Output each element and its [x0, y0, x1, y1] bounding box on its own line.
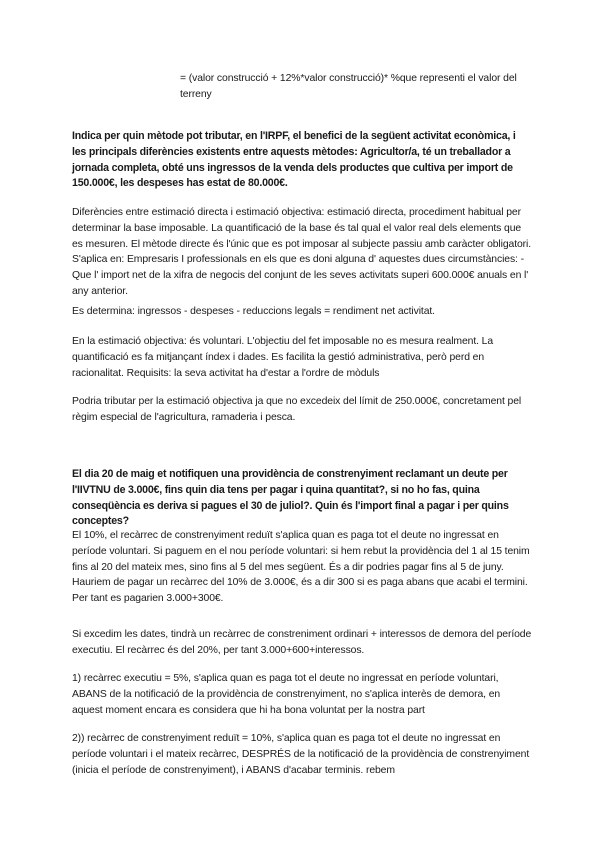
q2-paragraph-recarrec-10: El 10%, el recàrrec de constrenyiment reduït s'aplica quan es paga tot el deute no ingressat en període voluntari. Si paguem en el nou període voluntari: si hem rebut la providència del 1 al 15 tenim fins al 20 del mateix mes, sino fins al 5 del mes següent. És a dir podries pagar fins al 5 de juny. Hauriem de pagar un recàrrec del 10% de 3.000€, és a dir 300 si es paga abans que acabi el termini. Per tant es pagarien 3.000+300€.: [72, 530, 530, 605]
q1-paragraph-estimacio-directa: Diferències entre estimació directa i estimació objectiva: estimació directa, procediment habitual per determinar la base imposable. La quantificació de la base és tal qual el valor real dels elements que es mesuren. El mètode directe és l'únic que es pot imposar al subjecte passiu amb caràcter obligatori. S'aplica en: Empresaris I professionals en els que es doni alguna d' aquestes dues circumstàncies: -Que l' import net de la xifra de negocis del conjunt de les seves activitats superi 600.000€ anuals en l' any anterior.: [72, 207, 532, 297]
q2-item-recarrec-constrenyiment-reduit: 2)) recàrrec de constrenyiment reduït = 10%, s'aplica quan es paga tot el deute no ingressat en període voluntari i el mateix recàrrec, DESPRÉS de la notificació de la providència de constrenyiment (inicia el període de constrenyiment), i ABANS d'acabar terminis. rebem: [72, 733, 530, 776]
q1-paragraph-es-determina: Es determina: ingressos - despeses - reduccions legals = rendiment net activitat.: [72, 306, 435, 317]
q1-paragraph-estimacio-objectiva: En la estimació objectiva: és voluntari. L'objectiu del fet imposable no es mesura realment. La quantificació es fa mitjançant índex i dades. Es facilita la gestió administrativa, però perd en racionalitat. Requisits: la seva activitat ha d'estar a l'ordre de mòduls: [72, 336, 494, 379]
q2-paragraph-excedim-dates: Si excedim les dates, tindrà un recàrrec de constreniment ordinari + interessos de demora del període executiu. El recàrrec és del 20%, per tant 3.000+600+interessos.: [72, 629, 532, 656]
question-2-heading: El dia 20 de maig et notifiquen una providència de constrenyiment reclamant un deute per l'IIVTNU de 3.000€, fins quin dia tens per pagar i quina quantitat?, si no ho fas, quina conseqüència es deriva si pagues el 30 de juliol?. Quin és l'import final a pagar i per quins conceptes?: [72, 468, 509, 528]
q1-paragraph-conclusio: Podria tributar per la estimació objectiva ja que no excedeix del límit de 250.000€, concretament pel règim especial de l'agricultura, ramaderia i pesca.: [72, 396, 522, 423]
q2-item-recarrec-executiu: 1) recàrrec executiu = 5%, s'aplica quan es paga tot el deute no ingressat en període voluntari, ABANS de la notificació de la providència de constrenyiment, no s'aplica interès de demora, en aquest moment encara es considera que hi ha bona voluntat per la nostra part: [72, 673, 501, 716]
formula-text: = (valor construcció + 12%*valor construcció)* %que representi el valor del terreny: [180, 73, 517, 100]
question-1-heading: Indica per quin mètode pot tributar, en l'IRPF, el benefici de la següent activitat econòmica, i les principals diferències existents entre aquests mètodes: Agricultor/a, té un treballador a jornada completa, obté uns ingressos de la venda dels productes que cultiva per import de 150.000€, les despeses has estat de 80.000€.: [72, 130, 516, 190]
